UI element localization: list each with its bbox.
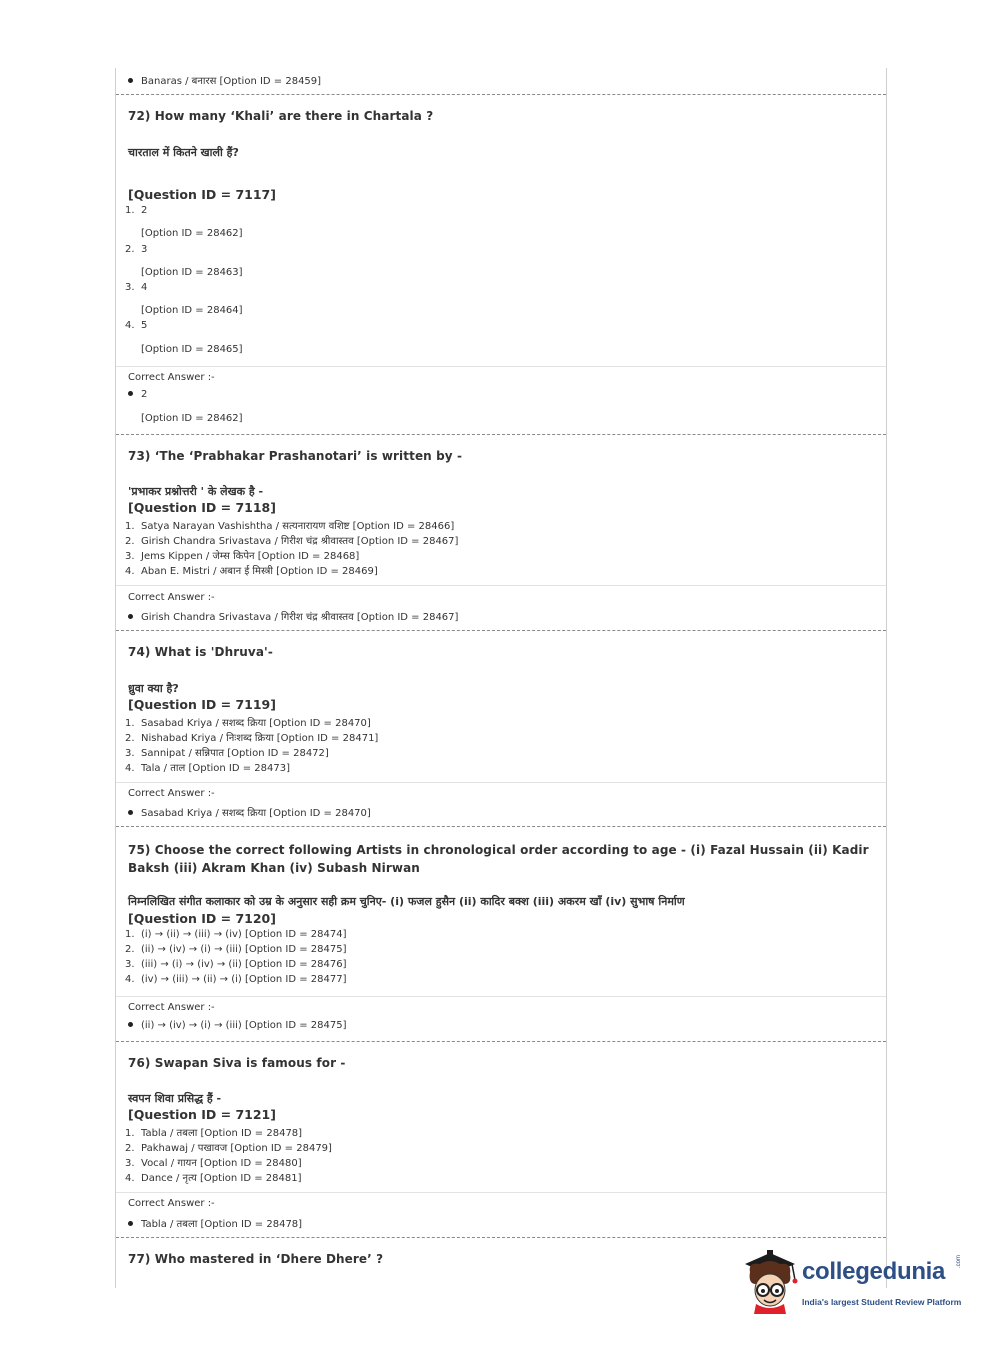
option-2: 2. Pakhawaj / पखावज [Option ID = 28479]: [125, 1143, 332, 1154]
option-4-id: [Option ID = 28465]: [141, 344, 243, 355]
separator: [116, 1192, 886, 1193]
option-3: 3. Vocal / गायन [Option ID = 28480]: [125, 1158, 302, 1169]
option-1: 1. Satya Narayan Vashishtha / सत्यनारायण वशिष्ट [Option ID = 28466]: [125, 521, 455, 532]
option-1: 1. Sasabad Kriya / सशब्द क्रिया [Option ID = 28470]: [125, 718, 371, 729]
correct-answer-label: Correct Answer :-: [128, 788, 215, 799]
question-73-hindi: 'प्रभाकर प्रश्नोत्तरी ' के लेखक है -: [128, 485, 264, 498]
separator: [116, 585, 886, 586]
option-1: 1. Tabla / तबला [Option ID = 28478]: [125, 1128, 303, 1139]
option-3: 3. 4: [125, 282, 148, 293]
answer-item: Banaras / बनारस [Option ID = 28459]: [128, 73, 321, 87]
option-1: 1. (i) → (ii) → (iii) → (iv) [Option ID = 28474]: [125, 929, 347, 940]
separator: [116, 782, 886, 783]
option-1-id: [Option ID = 28462]: [141, 228, 243, 239]
question-72-hindi: चारताल में कितने खाली हैं?: [128, 146, 239, 159]
option-2: 2. Girish Chandra Srivastava / गिरीश चंद्र श्रीवास्तव [Option ID = 28467]: [125, 536, 459, 547]
correct-answer-label: Correct Answer :-: [128, 1002, 215, 1013]
question-72-id: [Question ID = 7117]: [128, 187, 276, 202]
option-1: 1. 2: [125, 205, 148, 216]
bullet-icon: [128, 1221, 133, 1226]
option-2-id: [Option ID = 28463]: [141, 267, 243, 278]
option-2: 2. (ii) → (iv) → (i) → (iii) [Option ID = 28475]: [125, 944, 347, 955]
correct-answer-label: Correct Answer :-: [128, 592, 215, 603]
divider: [116, 434, 886, 435]
bullet-icon: [128, 1022, 133, 1027]
question-75-hindi: निम्नलिखित संगीत कलाकार को उम्र के अनुसार सही क्रम चुनिए- (i) फजल हुसैन (ii) कादिर बक्श (iii) अकरम खाँ (iv) सुभाष निर्माण: [128, 895, 685, 908]
collegedunia-logo: [740, 1248, 970, 1318]
option-4: 4. Tala / ताल [Option ID = 28473]: [125, 763, 291, 774]
option-2: 2. Nishabad Kriya / निःशब्द क्रिया [Option ID = 28471]: [125, 733, 379, 744]
question-72-text: 72) How many ‘Khali’ are there in Chartala ?: [128, 109, 434, 123]
correct-answer: Girish Chandra Srivastava / गिरीश चंद्र श्रीवास्तव [Option ID = 28467]: [128, 609, 458, 623]
option-3: 3. Sannipat / सन्निपात [Option ID = 28472]: [125, 748, 329, 759]
correct-answer: (ii) → (iv) → (i) → (iii) [Option ID = 28475]: [128, 1020, 347, 1031]
question-75-text: 75) Choose the correct following Artists in chronological order according to age - (i) Fazal Hussain (ii) Kadir Baksh (iii) Akram Khan (iv) Subash Nirwan: [128, 843, 869, 875]
separator: [116, 366, 886, 367]
brand-dotcom: .com: [956, 1254, 962, 1268]
question-74-id: [Question ID = 7119]: [128, 697, 276, 712]
option-3: 3. (iii) → (i) → (iv) → (ii) [Option ID = 28476]: [125, 959, 347, 970]
option-4: 4. 5: [125, 320, 148, 331]
question-76-id: [Question ID = 7121]: [128, 1107, 276, 1122]
question-75-id: [Question ID = 7120]: [128, 911, 276, 926]
correct-answer-id: [Option ID = 28462]: [141, 413, 243, 424]
question-73-text: 73) ‘The ‘Prabhakar Prashanotari’ is written by -: [128, 449, 463, 463]
divider: [116, 1041, 886, 1042]
bullet-icon: [128, 391, 133, 396]
bullet-icon: [128, 78, 133, 83]
correct-answer-label: Correct Answer :-: [128, 1198, 215, 1209]
correct-answer: Tabla / तबला [Option ID = 28478]: [128, 1216, 302, 1230]
bullet-icon: [128, 810, 133, 815]
correct-answer: Sasabad Kriya / सशब्द क्रिया [Option ID = 28470]: [128, 805, 371, 819]
option-2: 2. 3: [125, 244, 148, 255]
divider: [116, 94, 886, 95]
option-3-id: [Option ID = 28464]: [141, 305, 243, 316]
divider: [116, 1237, 886, 1238]
option-3: 3. Jems Kippen / जेम्स किपेन [Option ID = 28468]: [125, 551, 360, 562]
bullet-icon: [128, 614, 133, 619]
question-paper-sheet: [115, 68, 887, 1288]
correct-answer: 2: [128, 389, 147, 400]
question-76-text: 76) Swapan Siva is famous for -: [128, 1056, 346, 1070]
brand-tagline: India's largest Student Review Platform: [802, 1297, 962, 1307]
question-74-hindi: ध्रुवा क्या है?: [128, 682, 179, 695]
question-74-text: 74) What is 'Dhruva'-: [128, 645, 273, 659]
divider: [116, 630, 886, 631]
question-76-hindi: स्वपन शिवा प्रसिद्ध हैं -: [128, 1092, 222, 1105]
question-77-text: 77) Who mastered in ‘Dhere Dhere’ ?: [128, 1252, 384, 1266]
option-4: 4. Dance / नृत्य [Option ID = 28481]: [125, 1173, 302, 1184]
question-73-id: [Question ID = 7118]: [128, 500, 276, 515]
divider: [116, 826, 886, 827]
mascot-icon: [740, 1250, 800, 1316]
correct-answer-label: Correct Answer :-: [128, 372, 215, 383]
brand-name: collegedunia: [802, 1258, 946, 1285]
option-4: 4. Aban E. Mistri / अबान ई मिस्त्री [Option ID = 28469]: [125, 566, 378, 577]
separator: [116, 996, 886, 997]
option-4: 4. (iv) → (iii) → (ii) → (i) [Option ID = 28477]: [125, 974, 347, 985]
